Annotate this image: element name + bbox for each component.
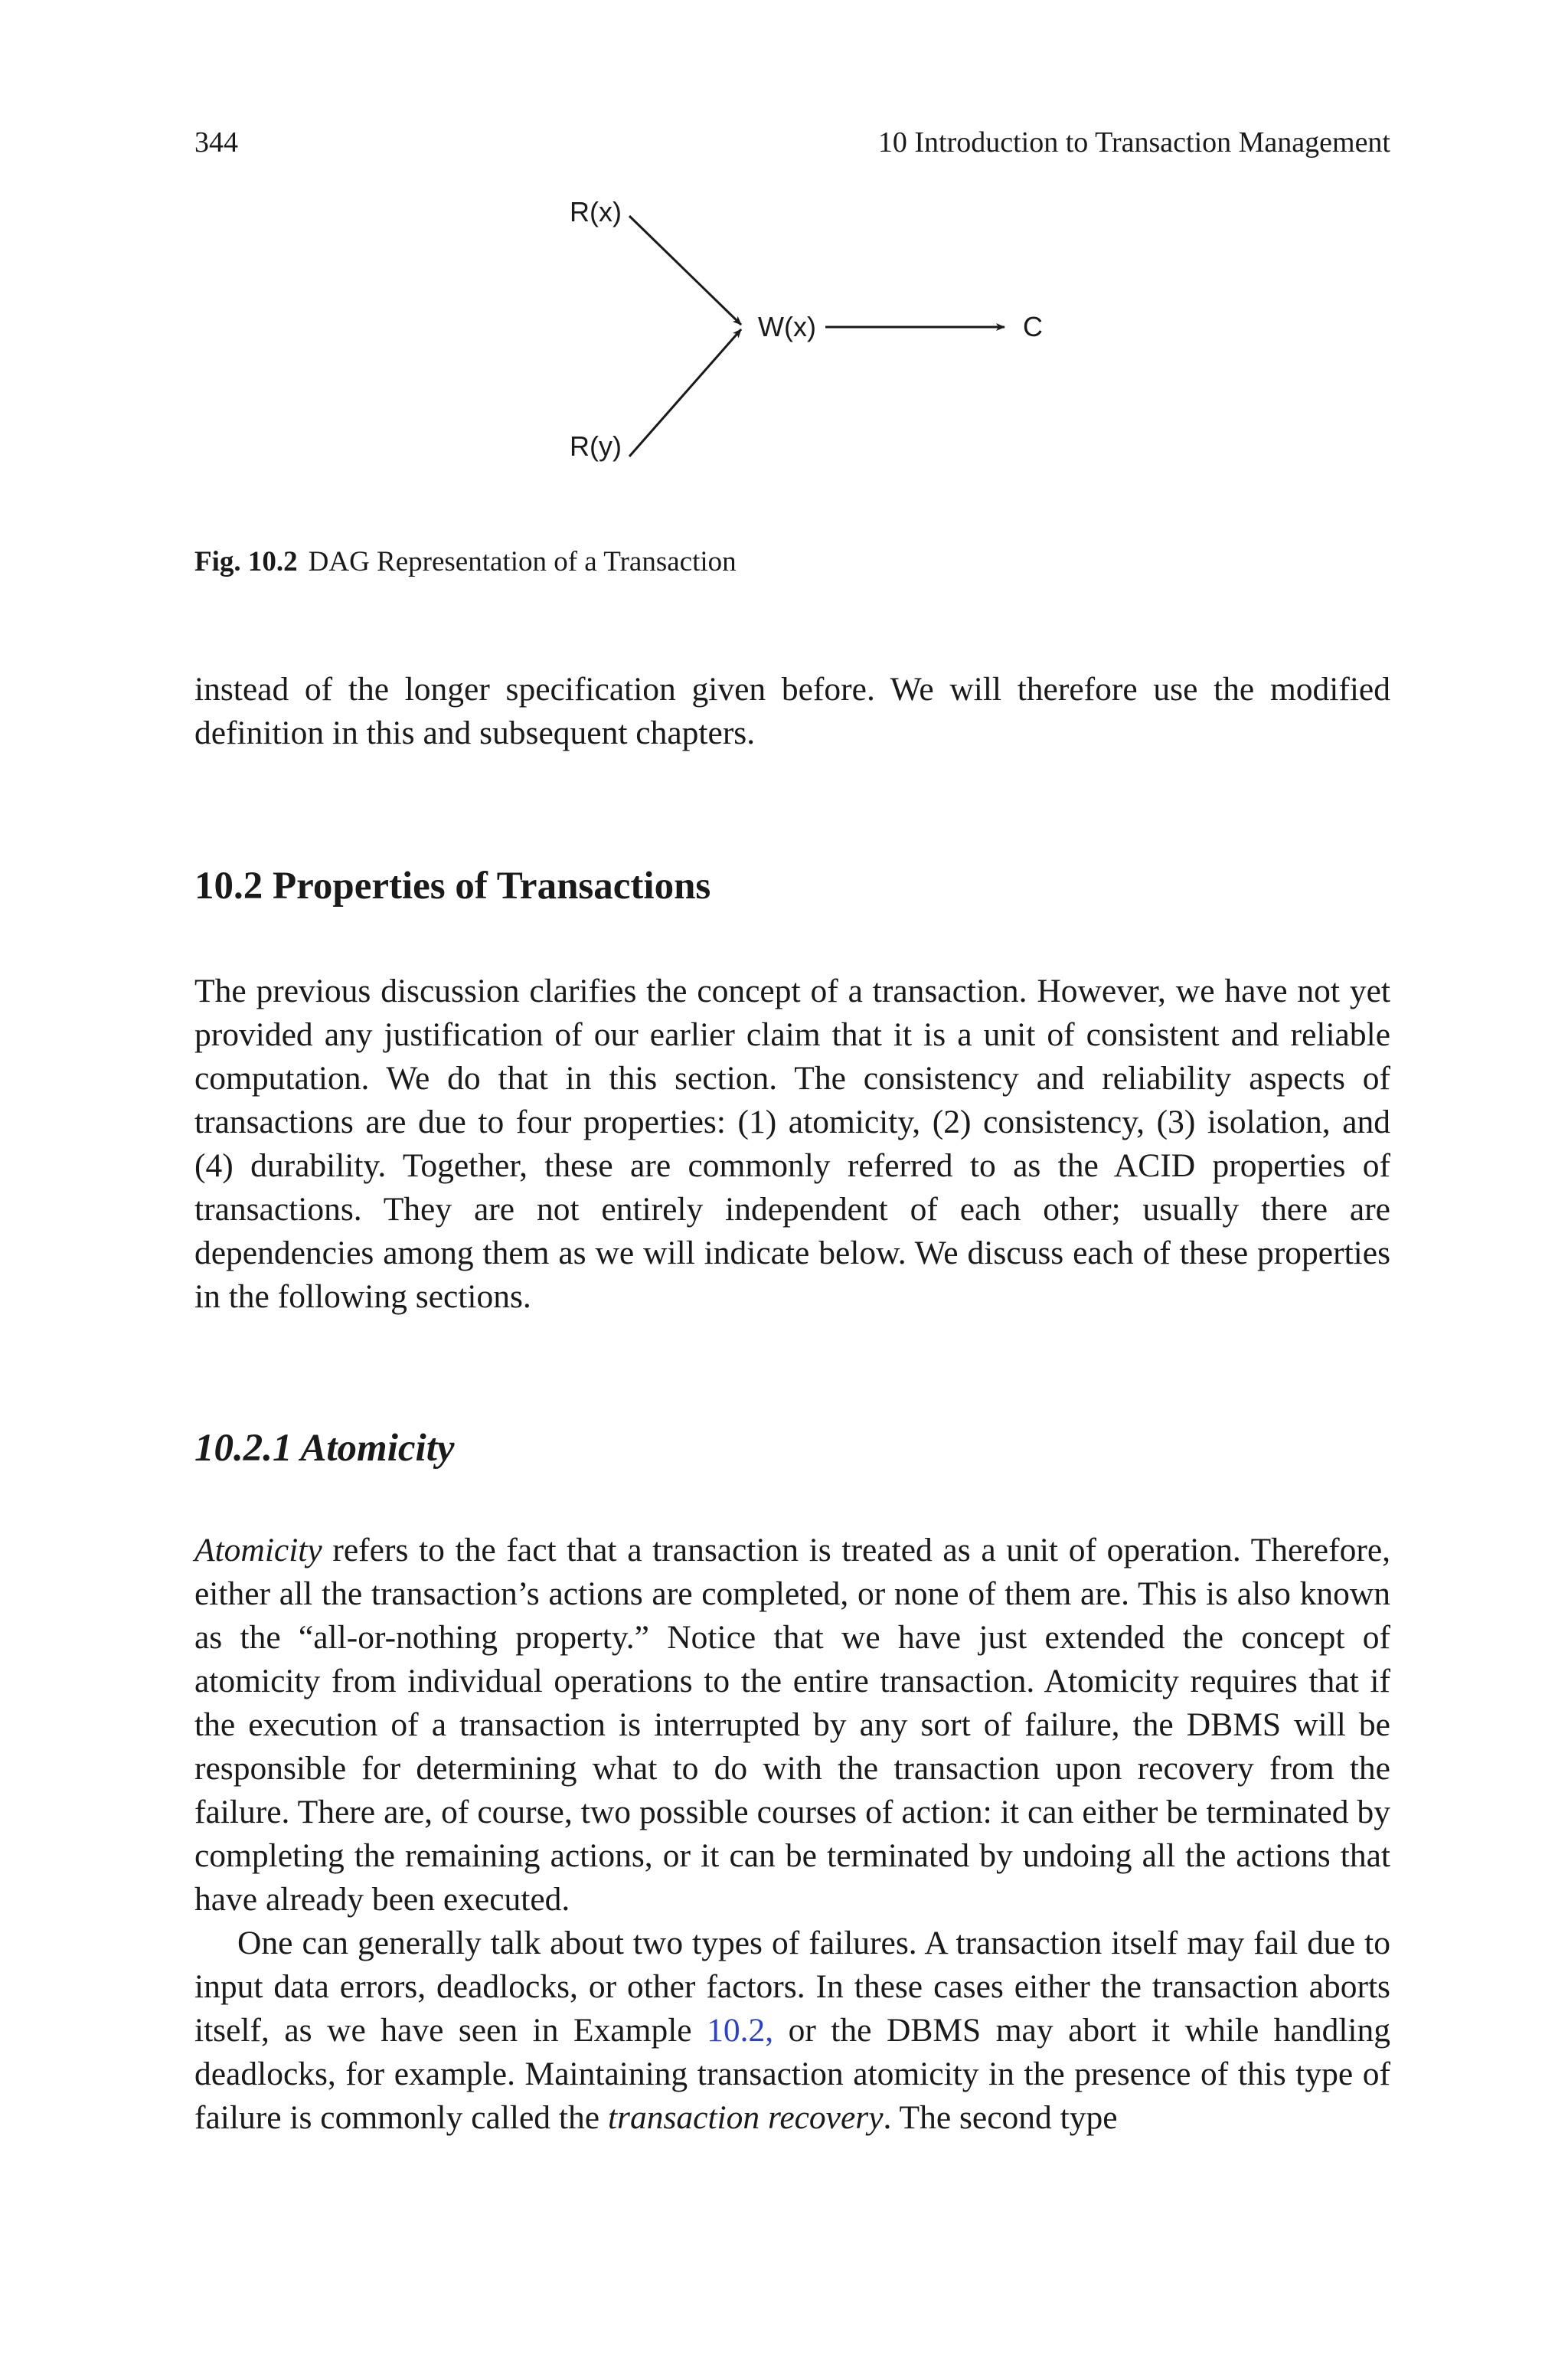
node-rx: R(x) (570, 196, 622, 227)
atomicity-paragraph-2-start: One can generally talk about two types of failures. A transaction itself may fail due to input data errors, deadlocks, or other factors. In these cases either the transaction aborts itself, as we have seen in Example (194, 1925, 1390, 2049)
transaction-recovery-term: transaction recovery (607, 2099, 884, 2136)
node-wx: W(x) (758, 311, 816, 342)
atomicity-paragraph-1 (194, 1529, 1390, 1922)
section-paragraph-block (194, 970, 1390, 1319)
section-paragraph: The previous discussion clarifies the concept of a transaction. However, we have not yet provided any justification of our earlier claim that it is a unit of consistent and reliable computation. We do that in this section. The consistency and reliability aspects of transactions are due to four properties: (1) atomicity, (2) consistency, (3) isolation, and (4) durability. Together, these are commonly referred to as the ACID properties of transactions. They are not entirely independent of each other; usually there are dependencies among them as we will indicate below. We discuss each of these properties in the following sections. (194, 973, 1390, 1315)
atomicity-paragraph-1-text: refers to the fact that a transaction is treated as a unit of operation. Therefore, either all the transaction’s actions are completed, or none of them are. This is also known as the “all-or-nothing property.” Notice that we have just extended the concept of atomicity from individual operations to the entire transaction. Atomicity requires that if the execution of a transaction is interrupted by any sort of failure, the DBMS will be responsible for determining what to do with the transaction upon recovery from the failure. There are, of course, two possible courses of action: it can either be terminated by completing the remaining actions, or it can be terminated by undoing all the actions that have already been executed. (194, 1532, 1390, 1918)
figure-caption (194, 545, 737, 578)
atomicity-paragraph-2-end: . The second type (883, 2099, 1118, 2136)
atomicity-paragraph-2-mid: or the DBMS may abort it while handling deadlocks, for example. Maintaining transaction atomicity in the presence of this type of failure is commonly called the (194, 2012, 1390, 2136)
figure-caption-label: Fig. 10.2 (194, 546, 298, 577)
intro-paragraph: instead of the longer specification given before. We will therefore use the modified definition in this and subsequent chapters. (194, 671, 1390, 751)
edge-ry-wx (629, 329, 741, 456)
running-head: 10 Introduction to Transaction Management (877, 126, 1390, 159)
intro-paragraph-block (194, 668, 1390, 755)
atomicity-term: Atomicity (194, 1532, 322, 1568)
section-heading: 10.2 Properties of Transactions (194, 865, 711, 908)
node-ry: R(y) (570, 430, 622, 462)
atomicity-body (194, 1529, 1390, 2140)
example-link[interactable]: 10.2, (707, 2012, 774, 2049)
page-number: 344 (194, 126, 238, 159)
node-c: C (1023, 311, 1043, 342)
dag-figure (536, 191, 1072, 482)
figure-caption-text: DAG Representation of a Transaction (308, 546, 737, 577)
subsection-heading: 10.2.1 Atomicity (194, 1427, 455, 1470)
atomicity-paragraph-2 (194, 1922, 1390, 2140)
edge-rx-wx (629, 216, 741, 325)
